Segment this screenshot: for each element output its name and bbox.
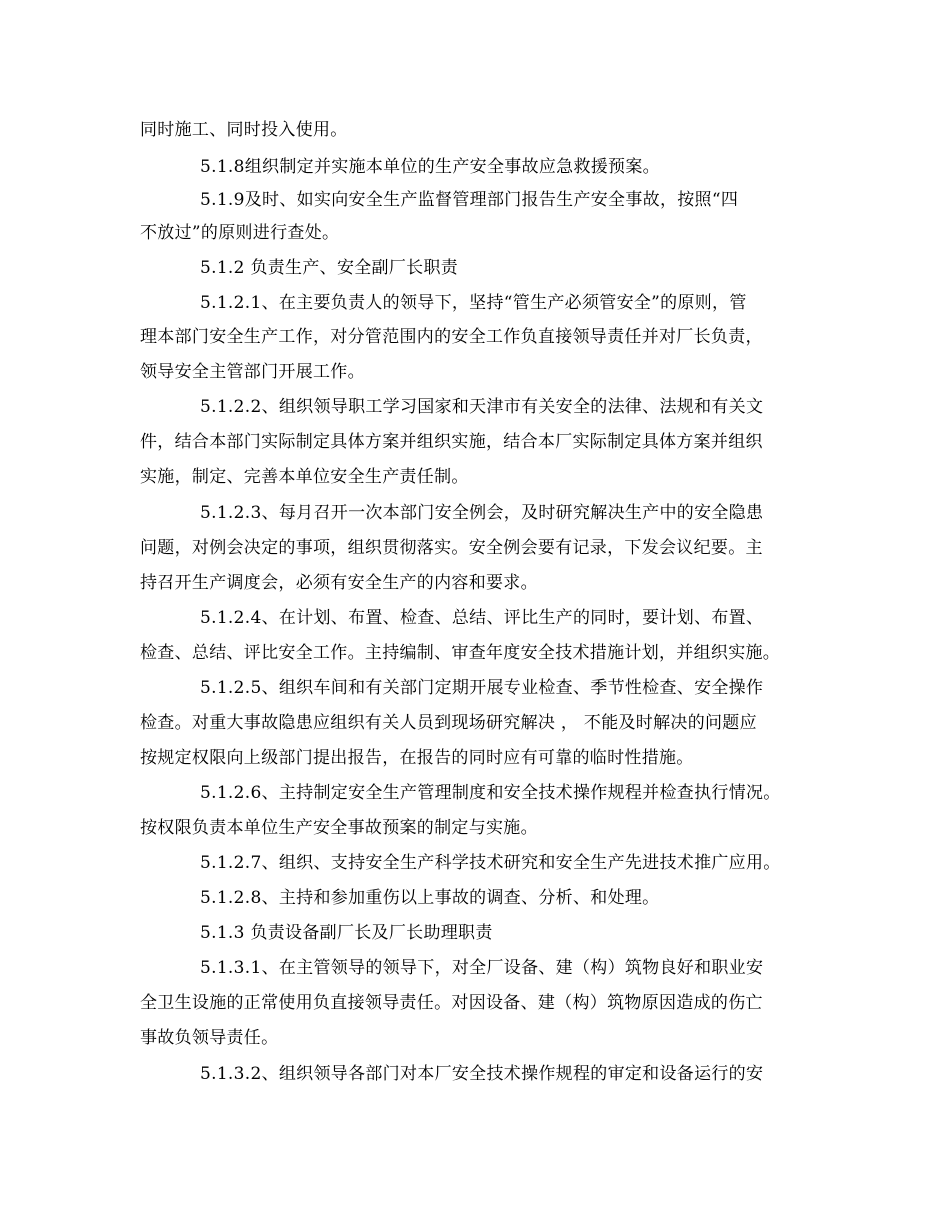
text-line: 5.1.8组织制定并实施本单位的生产安全事故应急救援预案。 — [200, 157, 660, 177]
text-line: 按权限负责本单位生产安全事故预案的制定与实施。 — [140, 818, 538, 838]
text-line: 领导安全主管部门开展工作。 — [140, 362, 365, 382]
text-line: 检查。对重大事故隐患应组织有关人员到现场研究解决 ， 不能及时解决的问题应 — [140, 713, 757, 733]
text-line: 5.1.2.6、主持制定安全生产管理制度和安全技术操作规程并检查执行情况。 — [200, 783, 781, 803]
section-heading: 5.1.2 负责生产、安全副厂长职责 — [200, 258, 459, 278]
text-line: 检查、总结、评比安全工作。主持编制、审查年度安全技术措施计划，并组织实施。 — [140, 643, 781, 663]
text-line: 不放过”的原则进行查处。 — [140, 223, 340, 243]
text-line: 5.1.2.7、组织、支持安全生产科学技术研究和安全生产先进技术推广应用。 — [200, 853, 781, 873]
section-heading: 5.1.3 负责设备副厂长及厂长助理职责 — [200, 923, 493, 943]
text-line: 问题，对例会决定的事项，组织贯彻落实。安全例会要有记录，下发会议纪要。主 — [140, 538, 763, 558]
text-line: 件，结合本部门实际制定具体方案并组织实施，结合本厂实际制定具体方案并组织 — [140, 432, 763, 452]
text-line: 5.1.3.1、在主管领导的领导下，对全厂设备、建（构）筑物良好和职业安 — [200, 958, 764, 978]
text-line: 5.1.9及时、如实向安全生产监督管理部门报告生产安全事故，按照“四 — [200, 190, 739, 210]
text-line: 5.1.2.2、组织领导职工学习国家和天津市有关安全的法律、法规和有关文 — [200, 397, 764, 417]
text-line: 全卫生设施的正常使用负直接领导责任。对因设备、建（构）筑物原因造成的伤亡 — [140, 993, 763, 1013]
text-line: 按规定权限向上级部门提出报告，在报告的同时应有可靠的临时性措施。 — [140, 748, 694, 768]
text-line: 事故负领导责任。 — [140, 1028, 279, 1048]
text-line: 5.1.2.3、每月召开一次本部门安全例会，及时研究解决生产中的安全隐患 — [200, 503, 764, 523]
text-line: 理本部门安全生产工作，对分管范围内的安全工作负直接领导责任并对厂长负责， — [140, 327, 763, 347]
text-line: 实施，制定、完善本单位安全生产责任制。 — [140, 467, 469, 487]
text-line: 5.1.2.4、在计划、布置、检查、总结、评比生产的同时，要计划、布置、 — [200, 608, 764, 628]
text-line: 5.1.2.1、在主要负责人的领导下，坚持“管生产必须管安全”的原则，管 — [200, 293, 747, 313]
text-line: 5.1.3.2、组织领导各部门对本厂安全技术操作规程的审定和设备运行的安 — [200, 1064, 764, 1084]
text-line: 同时施工、同时投入使用。 — [140, 120, 348, 140]
text-line: 5.1.2.8、主持和参加重伤以上事故的调查、分析、和处理。 — [200, 888, 660, 908]
text-line: 5.1.2.5、组织车间和有关部门定期开展专业检查、季节性检查、安全操作 — [200, 678, 764, 698]
text-line: 持召开生产调度会，必须有安全生产的内容和要求。 — [140, 573, 538, 593]
